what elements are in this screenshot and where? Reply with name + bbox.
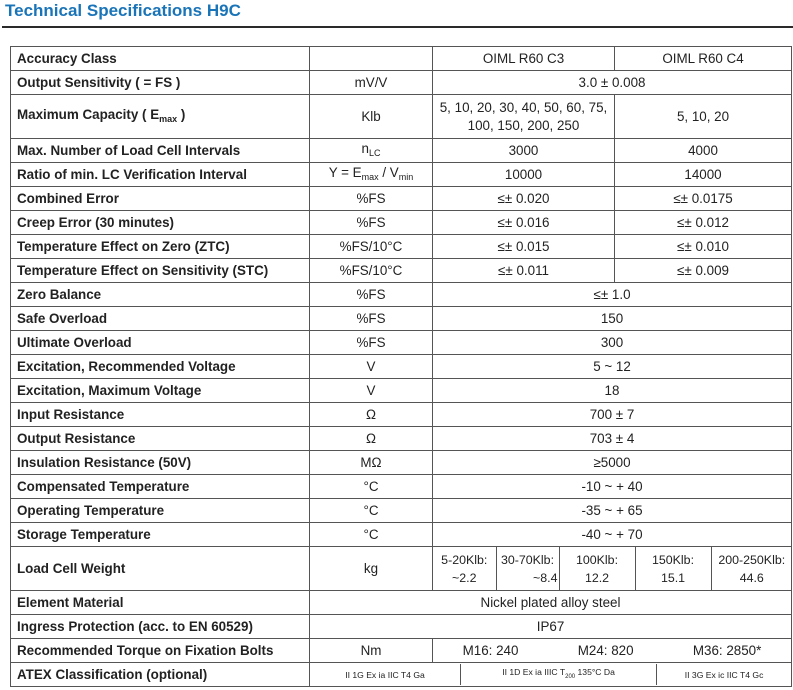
table-row xyxy=(11,163,792,187)
value-cell: ≥5000 xyxy=(433,451,792,475)
table-row xyxy=(11,427,792,451)
table-row xyxy=(11,283,792,307)
weight-cell: 5-20Klb: ~2.2 xyxy=(433,547,496,590)
unit-cell: %FS xyxy=(310,331,433,355)
torque-list xyxy=(433,643,791,659)
weight-cell: 30-70Klb: ~8.4 xyxy=(496,547,559,590)
table-row xyxy=(11,139,792,163)
c4-value: ≤± 0.0175 xyxy=(615,187,792,211)
c4-value: OIML R60 C4 xyxy=(615,47,792,71)
c3-value: 3000 xyxy=(433,139,615,163)
c3-value: 10000 xyxy=(433,163,615,187)
unit-cell: %FS xyxy=(310,187,433,211)
unit-cell: $Y = E_{max} / V_{min}$ xyxy=(310,163,433,187)
atex-values xyxy=(310,663,792,687)
unit-cell xyxy=(310,47,433,71)
c3-value: OIML R60 C3 xyxy=(433,47,615,71)
value-cell: 150 xyxy=(433,307,792,331)
value-cell: 300 xyxy=(433,331,792,355)
atex-subrow xyxy=(310,664,791,685)
weight-subtable xyxy=(433,547,792,590)
unit-cell: Ω xyxy=(310,427,433,451)
unit-cell: MΩ xyxy=(310,451,433,475)
param-label: Accuracy Class xyxy=(11,47,310,71)
value-cell: -40 ~ + 70 xyxy=(433,523,792,547)
table-row xyxy=(11,331,792,355)
param-label: Operating Temperature xyxy=(11,499,310,523)
unit-cell: %FS xyxy=(310,283,433,307)
unit-cell: V xyxy=(310,379,433,403)
value-cell: Nickel plated alloy steel xyxy=(310,591,792,615)
param-label: Creep Error (30 minutes) xyxy=(11,211,310,235)
table-row xyxy=(11,451,792,475)
table-row xyxy=(11,187,792,211)
param-label: Insulation Resistance (50V) xyxy=(11,451,310,475)
table-row xyxy=(11,523,792,547)
param-label: ATEX Classification (optional) xyxy=(11,663,310,687)
torque-values xyxy=(433,639,792,663)
table-row xyxy=(11,71,792,95)
atex-subtable xyxy=(310,664,791,685)
title-underline xyxy=(2,26,793,28)
value-cell: IP67 xyxy=(310,615,792,639)
param-label: Ultimate Overload xyxy=(11,331,310,355)
param-label: Element Material xyxy=(11,591,310,615)
table-row xyxy=(11,663,792,687)
table-row xyxy=(11,591,792,615)
unit-cell: kg xyxy=(310,547,433,591)
param-label: Output Sensitivity ( = FS ) xyxy=(11,71,310,95)
table-row xyxy=(11,499,792,523)
unit-cell: Nm xyxy=(310,639,433,663)
c3-value: ≤± 0.015 xyxy=(433,235,615,259)
c4-value: 4000 xyxy=(615,139,792,163)
weight-cell: 200-250Klb: 44.6 xyxy=(718,552,786,585)
c4-value: ≤± 0.012 xyxy=(615,211,792,235)
unit-cell: °C xyxy=(310,523,433,547)
weight-cell: 150Klb: 15.1 xyxy=(635,547,711,590)
c4-value: ≤± 0.010 xyxy=(615,235,792,259)
table-row xyxy=(11,307,792,331)
table-row xyxy=(11,547,792,591)
param-label: Max. Number of Load Cell Intervals xyxy=(11,139,310,163)
param-label: Ingress Protection (acc. to EN 60529) xyxy=(11,615,310,639)
unit-cell: %FS/10°C xyxy=(310,259,433,283)
weight-values xyxy=(433,547,792,591)
param-label: Zero Balance xyxy=(11,283,310,307)
specifications-table xyxy=(10,46,792,687)
c3-value: ≤± 0.016 xyxy=(433,211,615,235)
page-title: Technical Specifications H9C xyxy=(5,1,241,20)
param-label: Temperature Effect on Zero (ZTC) xyxy=(11,235,310,259)
table-row xyxy=(11,615,792,639)
unit-cell: %FS/10°C xyxy=(310,235,433,259)
torque-value: M24: 820 xyxy=(577,642,634,658)
atex-cell: II 1D Ex ia IIIC $T_{200}$ 135°C Da xyxy=(460,664,656,685)
table-row xyxy=(11,379,792,403)
unit-cell: °C xyxy=(310,475,433,499)
table-row xyxy=(11,235,792,259)
unit-cell: mV/V xyxy=(310,71,433,95)
c3-value: ≤± 0.011 xyxy=(433,259,615,283)
c4-value: 5, 10, 20 xyxy=(615,95,792,139)
unit-cell: $n_{LC}$ xyxy=(310,139,433,163)
unit-cell: Klb xyxy=(310,95,433,139)
table-row xyxy=(11,475,792,499)
atex-cell: II 1G Ex ia IIC T4 Ga xyxy=(310,664,460,685)
table-row xyxy=(11,95,792,139)
table-row xyxy=(11,211,792,235)
param-label: Temperature Effect on Sensitivity (STC) xyxy=(11,259,310,283)
param-label: Input Resistance xyxy=(11,403,310,427)
table-row xyxy=(11,403,792,427)
value-cell: -35 ~ + 65 xyxy=(433,499,792,523)
table-row xyxy=(11,639,792,663)
table-row xyxy=(11,259,792,283)
weight-subrow xyxy=(433,547,792,590)
param-label: Combined Error xyxy=(11,187,310,211)
value-cell: -10 ~ + 40 xyxy=(433,475,792,499)
unit-cell: Ω xyxy=(310,403,433,427)
param-label: Recommended Torque on Fixation Bolts xyxy=(11,639,310,663)
unit-cell: %FS xyxy=(310,211,433,235)
value-cell: 18 xyxy=(433,379,792,403)
c3-value: 5, 10, 20, 30, 40, 50, 60, 75, 100, 150, 200, 250 xyxy=(433,95,615,139)
param-label: Maximum Capacity ( $E_{max}$ ) xyxy=(11,95,310,139)
param-label: Compensated Temperature xyxy=(11,475,310,499)
param-label: Load Cell Weight xyxy=(11,547,310,591)
param-label: Output Resistance xyxy=(11,427,310,451)
table-row xyxy=(11,355,792,379)
param-label: Storage Temperature xyxy=(11,523,310,547)
unit-cell: %FS xyxy=(310,307,433,331)
torque-value: M16: 240 xyxy=(462,642,519,658)
table-row xyxy=(11,47,792,71)
torque-value: M36: 2850* xyxy=(692,642,762,658)
c4-value: 14000 xyxy=(615,163,792,187)
unit-cell: °C xyxy=(310,499,433,523)
value-cell: 703 ± 4 xyxy=(433,427,792,451)
value-cell: 5 ~ 12 xyxy=(433,355,792,379)
param-label: Excitation, Maximum Voltage xyxy=(11,379,310,403)
c3-value: ≤± 0.020 xyxy=(433,187,615,211)
unit-cell: V xyxy=(310,355,433,379)
weight-cell: 100Klb: 12.2 xyxy=(559,547,635,590)
value-cell: 3.0 ± 0.008 xyxy=(433,71,792,95)
value-cell: ≤± 1.0 xyxy=(433,283,792,307)
value-cell: 700 ± 7 xyxy=(433,403,792,427)
atex-cell: II 3G Ex ic IIC T4 Gc xyxy=(684,669,764,680)
c4-value: ≤± 0.009 xyxy=(615,259,792,283)
param-label: Excitation, Recommended Voltage xyxy=(11,355,310,379)
param-label: Safe Overload xyxy=(11,307,310,331)
param-label: Ratio of min. LC Verification Interval xyxy=(11,163,310,187)
